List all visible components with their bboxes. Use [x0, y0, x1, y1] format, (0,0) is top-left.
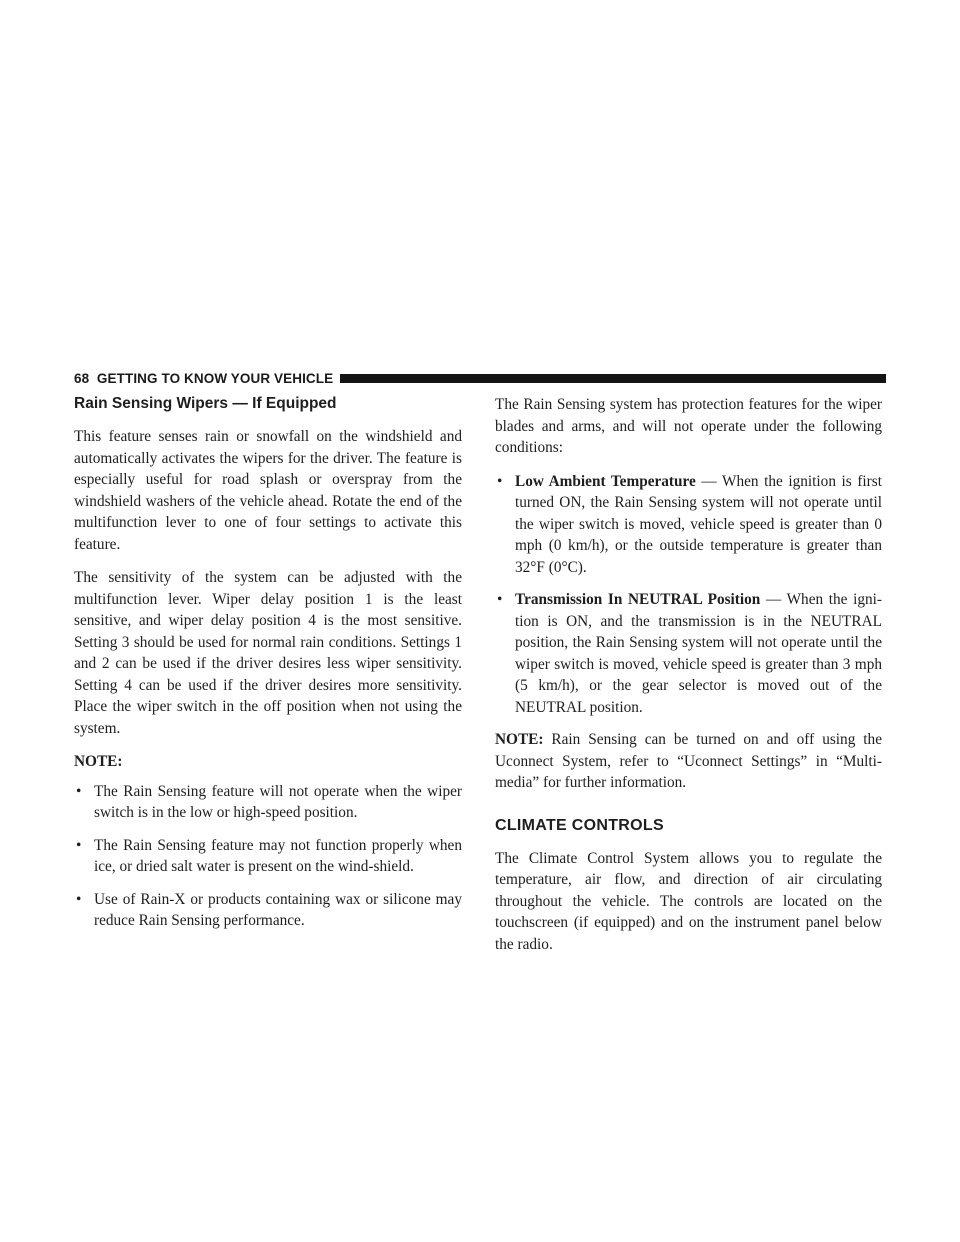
sensitivity-paragraph: The sensitivity of the system can be adjusted with the multifunction lever. Wiper delay position 1 is the least sensitive, and wiper delay position 4 is the most sensitive. Setting 3 should be used for normal rain conditions. Settings 1 and 2 can be used if the driver desires less wiper sensitivity. Setting 4 can be used if the driver desires more sensitivity. Place the wiper switch in the off position when not using the system. [74, 569, 462, 737]
protection-paragraph: The Rain Sensing system has protection features for the wiper blades and arms, and will not operate under the following conditions: [495, 396, 882, 456]
bullet-glyph: • [76, 836, 82, 854]
page-header-text [74, 371, 333, 386]
list-item [495, 589, 882, 718]
bullet-glyph: • [497, 472, 503, 490]
note-label: NOTE: [495, 731, 544, 748]
climate-paragraph: The Climate Control System allows you to regulate the temperature, air flow, and direction of air circulating throughout the vehicle. The controls are located on the touchscreen (if equipped) and on the instrument panel below the radio. [495, 849, 882, 953]
condition-title: Transmission In NEUTRAL Position [515, 591, 761, 608]
condition-text: — When the igni-tion is ON, and the transmission is in the NEUTRAL position, the Rain Sensing system will not operate until the wiper switch is moved, vehicle speed is greater than 3 mph (5 km/h), or the gear selector is moved out of the NEUTRAL position. [515, 591, 883, 716]
list-item-text: The Rain Sensing feature will not operate when the wiper switch is in the low or high-speed position. [94, 782, 462, 821]
note-list [74, 781, 462, 932]
left-column [74, 394, 462, 943]
header-rule [340, 374, 886, 383]
condition-title: Low Ambient Temperature [515, 472, 696, 490]
list-item-text: The Rain Sensing feature may not function properly when ice, or dried salt water is present on the wind-shield. [94, 836, 462, 875]
conditions-list [495, 471, 882, 719]
list-item [74, 835, 462, 878]
climate-controls-heading: CLIMATE CONTROLS [495, 816, 664, 834]
page-number: 68 [74, 370, 90, 386]
right-column [495, 394, 882, 967]
note-text: Rain Sensing can be turned on and off using the Uconnect System, refer to “Uconnect Settings” in “Multi-media” for further information. [495, 731, 882, 791]
section-title: GETTING TO KNOW YOUR VEHICLE [96, 370, 334, 386]
list-item [495, 471, 882, 579]
bullet-glyph: • [76, 890, 82, 908]
bullet-glyph: • [497, 591, 503, 608]
bullet-glyph: • [76, 782, 82, 800]
page-header [74, 369, 886, 387]
note-label: NOTE: [74, 753, 123, 770]
condition-text: — When the ignition is first turned ON, the Rain Sensing system will not operate until the wiper switch is moved, vehicle speed is greater than 0 mph (0 km/h), or the outside temperature is greater than 32°F (0°C). [515, 472, 882, 576]
rain-sensing-heading: Rain Sensing Wipers — If Equipped [74, 395, 337, 412]
uconnect-note [495, 729, 882, 794]
list-item [74, 889, 462, 932]
list-item [74, 781, 462, 824]
list-item-text: Use of Rain-X or products containing wax or silicone may reduce Rain Sensing performance. [94, 890, 462, 929]
rain-sensing-intro: This feature senses rain or snowfall on the windshield and automatically activates the wipers for the driver. The feature is especially useful for road splash or overspray from the windshield washers of the vehicle ahead. Rotate the end of the multifunction lever to one of four settings to activate this feature. [74, 428, 462, 553]
